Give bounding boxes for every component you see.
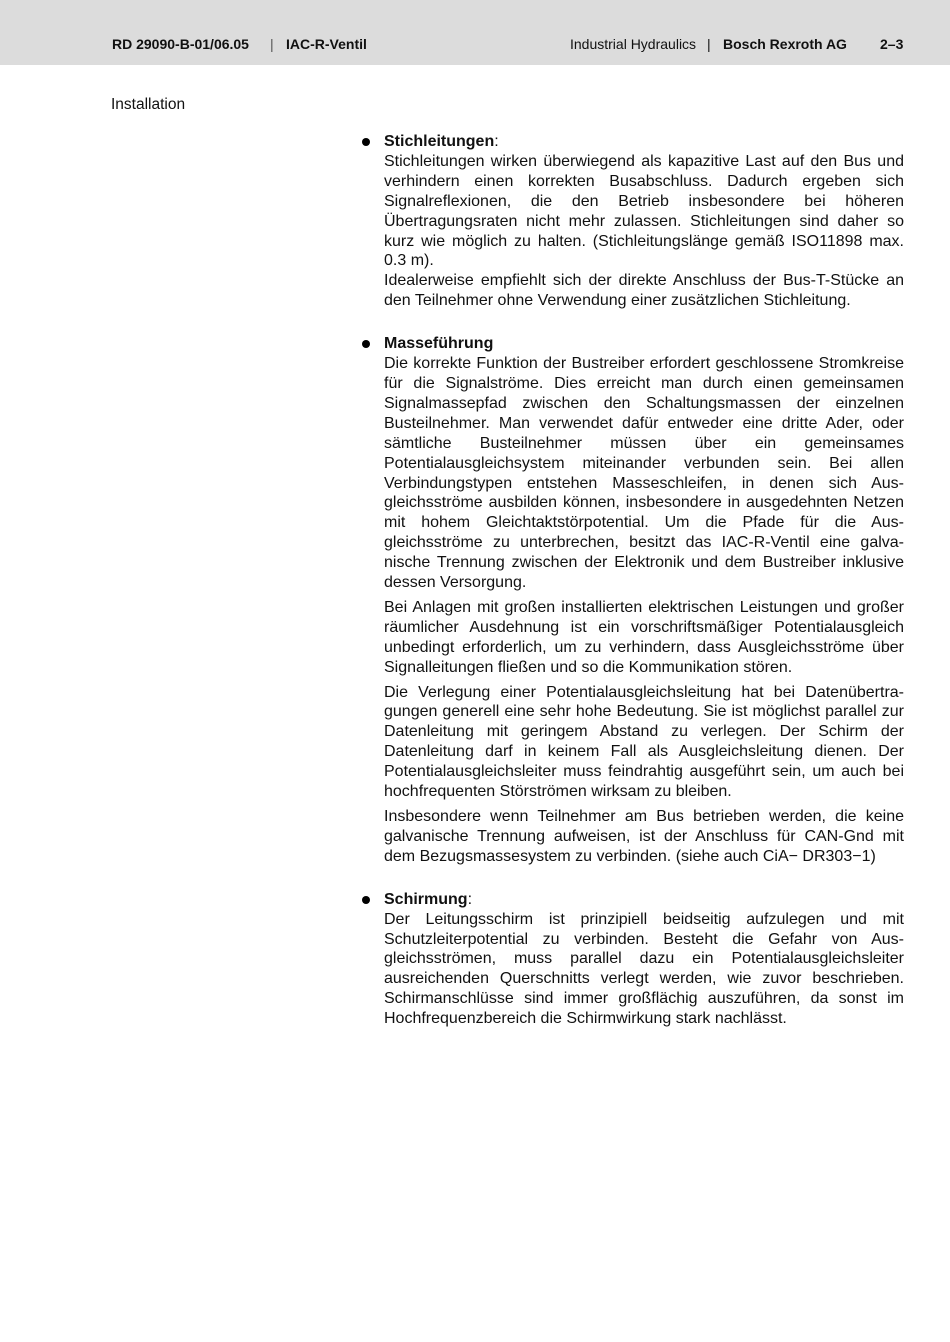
bullet-title-text: Stichleitungen	[384, 133, 495, 150]
main-content	[362, 132, 904, 1029]
section-label: Installation	[111, 96, 186, 113]
paragraph: Die Verlegung einer Potentialausgleichsleitung hat bei Datenübertragungen generell eine sehr hohe Bedeutung. Sie ist möglichst parallel zur Datenleitung mit geringem Abstand zu verlegen. Der Schirm der Datenleitung darf in keinem Fall als Ausgleichsleitung dienen. Der Potentialausgleichsleiter muss feindrahtig ausgeführt sein, um auch bei hochfrequenten Störströmen wirksam zu bleiben.	[384, 683, 904, 801]
paragraph: Insbesondere wenn Teilnehmer am Bus betrieben werden, die keine galvanische Trennung aufweisen, ist der Anschluss für CAN-Gnd mit dem Bezugsmassesystem zu verbinden. (siehe auch CiA− DR303−1)	[384, 808, 904, 865]
division-name: Industrial Hydraulics	[570, 36, 697, 52]
bullet-massefuehrung	[362, 334, 904, 867]
bullet-dot-icon	[362, 340, 370, 348]
page-header	[0, 0, 950, 65]
bullet-dot-icon	[362, 138, 370, 146]
bullet-dot-icon	[362, 896, 370, 904]
paragraph: Der Leitungsschirm ist prinzipiell beidseitig aufzulegen und mit Schutzleiterpotential zu verbinden. Besteht die Gefahr von Ausgleichsströmen, muss parallel dazu ein Potentialausgleichsleiter ausreichenden Querschnitts verlegt werden, wie zuvor beschrieben. Schirmanschlüsse sind immer großflächig auszuführen, da sonst im Hochfrequenzbereich die Schirmwirkung stark nachlässt.	[384, 910, 904, 1028]
bullet-title	[384, 334, 904, 354]
paragraph: Idealerweise empfiehlt sich der direkte Anschluss der Bus-T-Stücke an den Teilnehmer ohne Verwendung einer zusätzlichen Stichleitung.	[384, 272, 904, 310]
bullet-stichleitungen	[362, 132, 904, 311]
paragraph: Stichleitungen wirken überwiegend als kapazitive Last auf den Bus und verhindern einen korrekten Busabschluss. Dadurch ergeben sich Signalreflexionen, die den Betrieb insbesondere bei höheren Übertragungsraten nicht mehr zulassen. Stichleitungen sind daher so kurz wie möglich zu halten. (Stichleitungslänge gemäß ISO11898 max. 0.3 m).	[384, 152, 904, 270]
product-name: IAC-R-Ventil	[286, 36, 367, 52]
company-name: Bosch Rexroth AG	[723, 36, 847, 52]
paragraph: Die korrekte Funktion der Bustreiber erfordert geschlossene Stromkreise für die Signalströme. Dies erreicht man durch einen gemeinsamen Signalmassepfad zwischen den Schaltungsmassen der einzelnen Busteilnehmer. Man verwendet dafür entweder eine dritte Ader, oder sämtliche Busteilnehmer müssen über ein gemeinsames Potentialausgleichsystem miteinander verbunden sein. Bei allen Verbindungstypen entstehen Masseschleifen, in denen sich Ausgleichsströme ausbilden können, insbesondere in ausgedehnten Netzen mit hohem Gleichtaktstörpotential. Um die Pfade für die Ausgleichsströme zu unterbrechen, besitzt das IAC-R-Ventil eine galvanische Trennung zwischen der Elektronik und dem Bustreiber inklusive dessen Versorgung.	[384, 355, 904, 592]
bullet-title-text: Masseführung	[384, 335, 494, 353]
header-separator: |	[707, 36, 711, 52]
bullet-title	[384, 890, 904, 910]
document-number: RD 29090-B-01/06.05	[112, 36, 249, 52]
page-number: 2–3	[880, 36, 904, 52]
header-separator: |	[270, 36, 274, 52]
paragraph: Bei Anlagen mit großen installierten elektrischen Leistungen und großer räumlicher Ausdehnung ist ein vorschriftsmäßiger Potentialausgleich unbedingt erforderlich, um zu verhindern, dass Ausgleichsströme über Signalleitungen fließen und so die Kommunikation stören.	[384, 598, 904, 676]
bullet-title-suffix: :	[494, 133, 499, 150]
bullet-title-text: Schirmung	[384, 890, 468, 908]
bullet-schirmung	[362, 890, 904, 1029]
bullet-title-suffix: :	[467, 890, 473, 908]
bullet-title	[384, 132, 904, 152]
